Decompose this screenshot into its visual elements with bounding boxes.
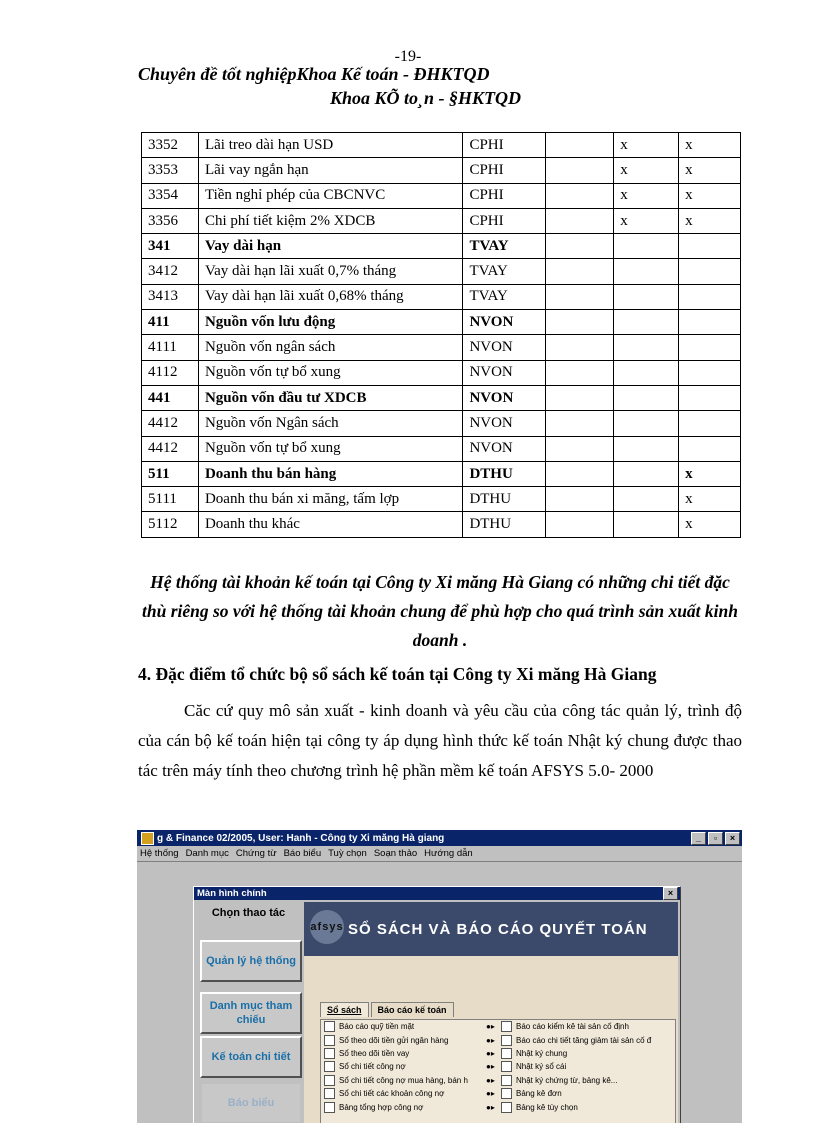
inner-close-icon[interactable]: × [663,887,678,900]
flag-cell [614,385,679,410]
table-row [142,310,741,335]
report-item-label: Nhật ký sổ cái [516,1062,567,1072]
inner-title-bar [194,887,680,900]
reference-catalog-button[interactable]: Danh mục tham chiếu [200,992,302,1034]
report-list-item[interactable] [498,1074,675,1087]
report-item-label: Sổ chi tiết công nợ [339,1062,406,1072]
flag-cell [679,259,741,284]
account-code: 3413 [142,284,199,309]
flag-cell [614,436,679,461]
book-icon [501,1021,512,1032]
menu-item[interactable]: Hướng dẫn [424,848,473,859]
book-icon [501,1061,512,1072]
header-line-1: Chuyên đề tốt nghiệpKhoa Kế toán - ĐHKTQD [138,64,490,84]
report-item-label: Báo cáo kiểm kê tài sản cố định [516,1022,629,1032]
flag-cell: x [679,183,741,208]
flag-cell [546,183,614,208]
report-item-label: Bảng tổng hợp công nợ [339,1102,424,1112]
account-code: 411 [142,310,199,335]
software-screenshot [137,830,742,1123]
menu-item[interactable]: Danh mục [185,848,229,859]
account-name: Nguồn vốn Ngân sách [198,411,462,436]
book-icon [324,1035,335,1046]
flag-cell [679,436,741,461]
flag-cell: x [679,512,741,537]
arrow-icon: ●▸ [486,1048,495,1058]
account-name: Chi phí tiết kiệm 2% XDCB [198,208,462,233]
flag-cell [546,310,614,335]
accounts-table [141,132,741,538]
book-icon [501,1102,512,1113]
flag-cell [614,234,679,259]
flag-cell [546,436,614,461]
flag-cell: x [679,208,741,233]
account-group: TVAY [463,259,546,284]
account-code: 4111 [142,335,199,360]
account-name: Nguồn vốn lưu động [198,310,462,335]
account-group: CPHI [463,183,546,208]
account-group: NVON [463,360,546,385]
table-row [142,360,741,385]
page-number: -19- [394,48,422,65]
account-code: 4412 [142,411,199,436]
report-item-label: Sổ theo dõi tiền gửi ngân hàng [339,1035,449,1045]
book-icon [501,1035,512,1046]
arrow-icon: ●▸ [486,1022,495,1032]
report-list-item[interactable] [321,1033,498,1046]
book-icon [324,1088,335,1099]
account-code: 3353 [142,158,199,183]
table-row [142,208,741,233]
account-code: 4112 [142,360,199,385]
book-icon [501,1048,512,1059]
inner-title: Màn hình chính [197,888,267,899]
header-line-2: Khoa KÕ to¸n - §HKTQD [330,88,522,108]
menu-item[interactable]: Chứng từ [235,848,277,859]
report-item-label: Báo cáo quỹ tiền mặt [339,1022,415,1032]
report-list-item[interactable] [498,1020,675,1033]
section-heading: 4. Đặc điểm tổ chức bộ sổ sách kế toán tại Công ty Xi măng Hà Giang [138,664,657,684]
flag-cell [546,411,614,436]
arrow-icon: ●▸ [486,1089,495,1099]
afsys-logo: afsys [310,910,344,944]
report-item-label: Sổ theo dõi tiền vay [339,1048,410,1058]
report-list-item[interactable] [498,1100,675,1113]
flag-cell [546,208,614,233]
report-list-item[interactable] [498,1047,675,1060]
account-group: CPHI [463,158,546,183]
account-group: NVON [463,335,546,360]
left-panel [196,902,301,1123]
account-name: Nguồn vốn ngân sách [198,335,462,360]
account-group: NVON [463,310,546,335]
account-name: Vay dài hạn [198,234,462,259]
report-banner [304,902,678,956]
menu-item[interactable]: Tuỳ chọn [328,848,367,859]
account-code: 3354 [142,183,199,208]
account-name: Nguồn vốn đầu tư XDCB [198,385,462,410]
book-icon [324,1102,335,1113]
menu-bar [137,846,742,862]
report-list-item[interactable] [321,1087,498,1100]
report-list [320,1019,676,1123]
flag-cell: x [679,158,741,183]
flag-cell [614,284,679,309]
account-name: Vay dài hạn lãi xuất 0,68% tháng [198,284,462,309]
flag-cell [546,284,614,309]
tab-books[interactable]: Sổ sách [320,1002,369,1017]
flag-cell [546,335,614,360]
flag-cell [679,360,741,385]
flag-cell [614,259,679,284]
account-code: 4412 [142,436,199,461]
account-code: 511 [142,461,199,486]
system-management-button[interactable]: Quản lý hệ thống [200,940,302,982]
account-code: 441 [142,385,199,410]
report-item-label: Bảng kê tùy chọn [516,1102,578,1112]
flag-cell: x [679,461,741,486]
app-title-bar [137,830,742,846]
table-row [142,436,741,461]
table-row [142,335,741,360]
flag-cell [546,259,614,284]
flag-cell [679,335,741,360]
account-code: 3356 [142,208,199,233]
report-list-item[interactable] [321,1047,498,1060]
report-item-label: Bảng kê đơn [516,1089,562,1099]
table-row [142,158,741,183]
tab-accounting-reports[interactable]: Báo cáo kế toán [371,1002,454,1017]
account-name: Tiền nghỉ phép của CBCNVC [198,183,462,208]
tab-strip [320,1002,456,1017]
flag-cell [546,461,614,486]
book-icon [501,1075,512,1086]
flag-cell [614,335,679,360]
book-icon [324,1075,335,1086]
arrow-icon: ●▸ [486,1102,495,1112]
table-row [142,133,741,158]
report-list-item[interactable] [498,1060,675,1073]
maximize-icon[interactable]: ▫ [708,832,723,845]
account-group: CPHI [463,208,546,233]
table-row [142,284,741,309]
table-row [142,512,741,537]
flag-cell [614,512,679,537]
flag-cell [546,385,614,410]
left-panel-title: Chọn thao tác [211,907,286,919]
flag-cell [546,234,614,259]
report-item-label: Nhật ký chứng từ, bảng kê... [516,1075,618,1085]
account-code: 5112 [142,512,199,537]
table-note: Hệ thống tài khoản kế toán tại Công ty Xi măng Hà Giang có những chi tiết đặc thù riêng so với hệ thống tài khoản chung để phù hợp cho quá trình sản xuất kinh doanh . [142,572,738,650]
table-row [142,385,741,410]
flag-cell: x [679,487,741,512]
detail-accounting-button[interactable]: Kế toán chi tiết [200,1036,302,1078]
account-code: 3352 [142,133,199,158]
table-row [142,411,741,436]
report-list-left [321,1020,498,1123]
flag-cell [679,310,741,335]
account-group: TVAY [463,234,546,259]
report-list-right [498,1020,675,1123]
flag-cell [546,360,614,385]
paragraph-text: Căc cứ quy mô sản xuất - kinh doanh và yêu cầu của công tác quản lý, trình độ của cán bộ kế toán hiện tại công ty áp dụng hình thức kế toán Nhật ký chung được thao tác trên máy tính theo chương trình hệ phần mềm kế toán AFSYS 5.0- 2000 [138,701,742,780]
flag-cell [614,411,679,436]
flag-cell: x [614,183,679,208]
account-code: 341 [142,234,199,259]
account-group: CPHI [463,133,546,158]
book-icon [324,1061,335,1072]
account-name: Vay dài hạn lãi xuất 0,7% tháng [198,259,462,284]
flag-cell [679,234,741,259]
account-name: Doanh thu khác [198,512,462,537]
table-row [142,487,741,512]
report-list-item[interactable] [321,1060,498,1073]
report-list-item[interactable] [321,1020,498,1033]
menu-item[interactable]: Soạn thảo [373,848,418,859]
report-list-item[interactable] [321,1074,498,1087]
flag-cell [546,512,614,537]
account-group: TVAY [463,284,546,309]
account-group: DTHU [463,487,546,512]
flag-cell [546,487,614,512]
book-icon [324,1048,335,1059]
flag-cell: x [614,208,679,233]
account-group: NVON [463,436,546,461]
report-item-label: Báo cáo chi tiết tăng giảm tài sản cố đ [516,1035,652,1045]
table-row [142,259,741,284]
report-list-item[interactable] [498,1087,675,1100]
table-row [142,461,741,486]
report-item-label: Sổ chi tiết các khoản công nợ [339,1089,445,1099]
table-row [142,234,741,259]
flag-cell [614,461,679,486]
flag-cell [546,133,614,158]
table-row [142,183,741,208]
flag-cell [679,411,741,436]
report-item-label: Nhật ký chung [516,1048,568,1058]
app-icon [141,832,154,845]
flag-cell [546,158,614,183]
reports-button[interactable]: Báo biểu [200,1082,302,1123]
account-name: Lãi treo dài hạn USD [198,133,462,158]
account-name: Doanh thu bán hàng [198,461,462,486]
arrow-icon: ●▸ [486,1075,495,1085]
report-list-item[interactable] [498,1033,675,1046]
account-code: 5111 [142,487,199,512]
menu-item[interactable]: Hệ thống [140,848,179,859]
account-name: Lãi vay ngắn hạn [198,158,462,183]
banner-title: SỔ SÁCH VÀ BÁO CÁO QUYẾT TOÁN [348,920,648,938]
account-group: NVON [463,385,546,410]
app-title: g & Finance 02/2005, User: Hanh - Công ty Xi măng Hà giang [157,832,445,844]
main-screen-window [193,886,681,1123]
account-group: DTHU [463,512,546,537]
book-icon [324,1021,335,1032]
account-group: DTHU [463,461,546,486]
report-list-item[interactable] [321,1100,498,1113]
flag-cell: x [679,133,741,158]
account-name: Doanh thu bán xi măng, tấm lợp [198,487,462,512]
body-paragraph [138,696,742,786]
arrow-icon: ●▸ [486,1062,495,1072]
menu-item[interactable]: Báo biểu [283,848,322,859]
minimize-icon[interactable]: _ [691,832,706,845]
flag-cell: x [614,158,679,183]
right-panel [304,902,678,1123]
account-name: Nguồn vốn tự bổ xung [198,436,462,461]
flag-cell [679,284,741,309]
account-name: Nguồn vốn tự bổ xung [198,360,462,385]
flag-cell [679,385,741,410]
account-group: NVON [463,411,546,436]
account-code: 3412 [142,259,199,284]
flag-cell [614,360,679,385]
flag-cell [614,310,679,335]
flag-cell [614,487,679,512]
arrow-icon: ●▸ [486,1035,495,1045]
flag-cell: x [614,133,679,158]
report-item-label: Sổ chi tiết công nợ mua hàng, bán h [339,1075,468,1085]
close-icon[interactable]: × [725,832,740,845]
book-icon [501,1088,512,1099]
